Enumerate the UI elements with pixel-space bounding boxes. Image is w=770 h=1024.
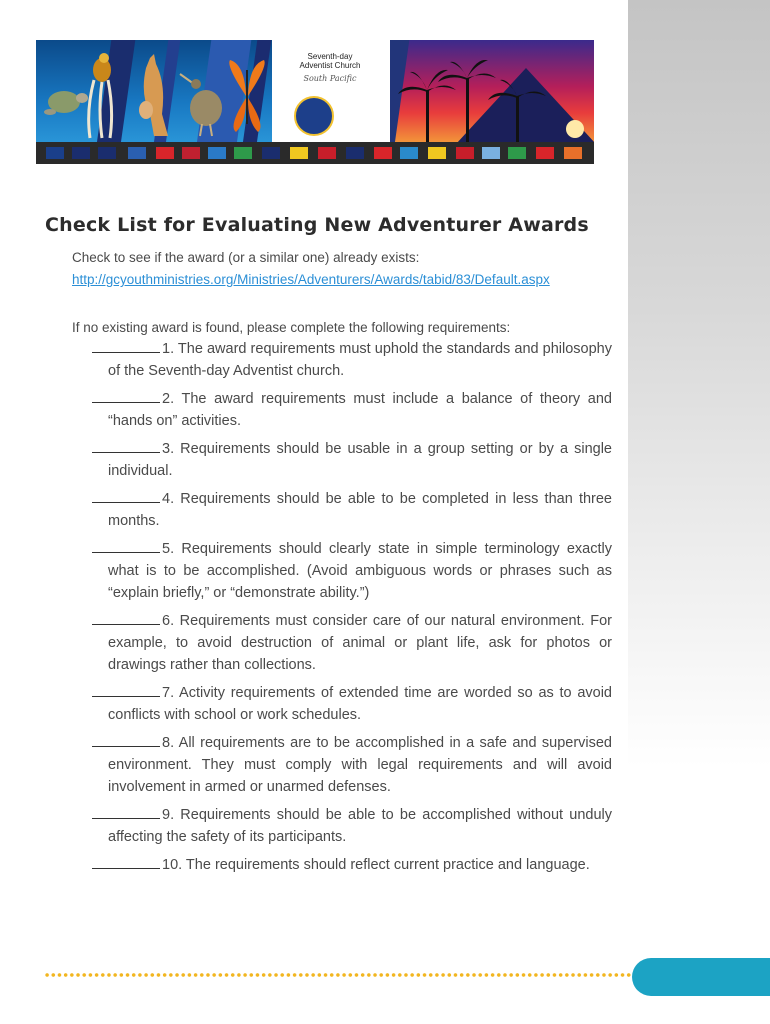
- dotted-divider: [44, 972, 640, 978]
- list-item: [92, 854, 612, 876]
- flag-icon: [536, 147, 554, 159]
- flag-icon: [428, 147, 446, 159]
- awards-link[interactable]: http://gcyouthministries.org/Ministries/Adventurers/Awards/tabid/83/Default.aspx: [72, 272, 550, 287]
- flag-bar: [36, 142, 594, 164]
- item-text: 9. Requirements should be able to be accomplished without unduly affecting the safety of its participants.: [108, 807, 612, 845]
- organization-name: [280, 52, 380, 83]
- flag-icon: [72, 147, 90, 159]
- requirements-list: [92, 338, 612, 882]
- checkbox-line[interactable]: [92, 807, 160, 819]
- checkbox-line[interactable]: [92, 391, 160, 403]
- flag-icon: [482, 147, 500, 159]
- flag-icon: [346, 147, 364, 159]
- item-text: 6. Requirements must consider care of our natural environment. For example, to avoid destruction of animal or plant life, ask for photos or drawings rather than collections.: [108, 613, 612, 673]
- list-item: [92, 804, 612, 848]
- instructions-text: If no existing award is found, please complete the following requirements:: [72, 320, 511, 335]
- page-footer-tab: [632, 958, 770, 996]
- flag-icon: [98, 147, 116, 159]
- org-region: South Pacific: [303, 74, 357, 83]
- list-item: [92, 732, 612, 798]
- flag-icon: [208, 147, 226, 159]
- palm-trees-icon: [396, 60, 576, 144]
- flag-icon: [234, 147, 252, 159]
- item-text: 2. The award requirements must include a balance of theory and “hands on” activities.: [108, 391, 612, 429]
- flag-icon: [182, 147, 200, 159]
- header-banner: [36, 40, 594, 164]
- checkbox-line[interactable]: [92, 857, 160, 869]
- kiwi-bird-icon: [176, 60, 226, 140]
- checkbox-line[interactable]: [92, 341, 160, 353]
- adventurer-club-logo: [294, 96, 334, 136]
- item-text: 10. The requirements should reflect current practice and language.: [162, 857, 590, 873]
- checkbox-line[interactable]: [92, 613, 160, 625]
- flag-icon: [128, 147, 146, 159]
- page-title: Check List for Evaluating New Adventurer Awards: [45, 214, 589, 236]
- item-text: 3. Requirements should be usable in a group setting or by a single individual.: [108, 441, 612, 479]
- kangaroo-icon: [132, 54, 172, 138]
- flag-icon: [156, 147, 174, 159]
- flag-icon: [456, 147, 474, 159]
- list-item: [92, 338, 612, 382]
- item-text: 7. Activity requirements of extended time are worded so as to avoid conflicts with school or work schedules.: [108, 685, 612, 723]
- checkbox-line[interactable]: [92, 735, 160, 747]
- list-item: [92, 538, 612, 604]
- flag-icon: [564, 147, 582, 159]
- item-text: 1. The award requirements must uphold the standards and philosophy of the Seventh-day Adventist church.: [108, 341, 612, 379]
- list-item: [92, 682, 612, 726]
- checkbox-line[interactable]: [92, 541, 160, 553]
- list-item: [92, 438, 612, 482]
- item-text: 8. All requirements are to be accomplished in a safe and supervised environment. They must comply with legal requirements and will avoid involvement in armed or unarmed defenses.: [108, 735, 612, 795]
- bird-of-paradise-icon: [80, 50, 120, 140]
- org-line-2: Adventist Church: [299, 61, 361, 70]
- checkbox-line[interactable]: [92, 441, 160, 453]
- item-text: 5. Requirements should clearly state in simple terminology exactly what is to be accomplished. (Avoid ambiguous words or phrases such as “explain briefly,” or “demonstrate ability.”): [108, 541, 612, 601]
- checkbox-line[interactable]: [92, 491, 160, 503]
- flag-icon: [262, 147, 280, 159]
- butterfly-icon: [224, 56, 270, 136]
- list-item: [92, 610, 612, 676]
- flag-icon: [400, 147, 418, 159]
- org-line-1: Seventh-day: [307, 52, 353, 61]
- checkbox-line[interactable]: [92, 685, 160, 697]
- list-item: [92, 388, 612, 432]
- flag-icon: [290, 147, 308, 159]
- flag-icon: [508, 147, 526, 159]
- item-text: 4. Requirements should be able to be completed in less than three months.: [108, 491, 612, 529]
- list-item: [92, 488, 612, 532]
- intro-text: Check to see if the award (or a similar one) already exists:: [72, 250, 420, 265]
- flag-icon: [46, 147, 64, 159]
- flag-icon: [318, 147, 336, 159]
- flag-icon: [374, 147, 392, 159]
- side-gradient-strip: [628, 0, 770, 1024]
- awards-link-wrap: [72, 272, 550, 287]
